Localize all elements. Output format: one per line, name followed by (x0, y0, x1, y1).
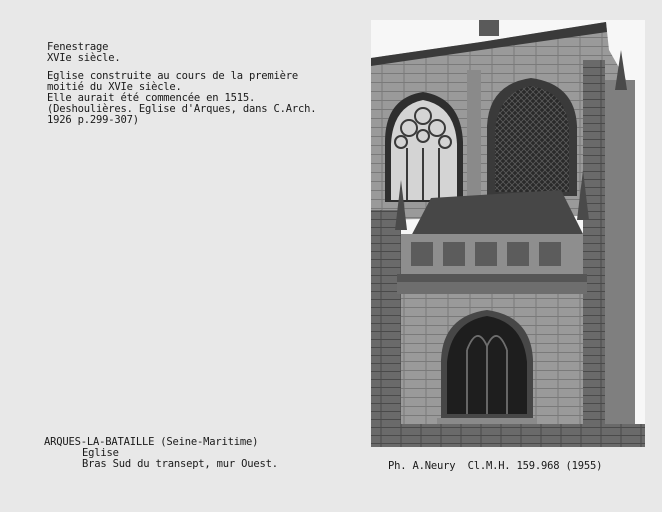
note-line-3: Elle aurait été commencée en 1515. (47, 92, 256, 104)
location-place: ARQUES-LA-BATAILLE (Seine-Maritime) (44, 436, 259, 448)
header-line-1: Fenestrage (47, 41, 109, 53)
note-line-2: moitié du XVIe siècle. (47, 81, 182, 93)
note-line-1: Eglise construite au cours de la première (47, 70, 298, 82)
church-photograph (371, 20, 645, 447)
location-detail: Bras Sud du transept, mur Ouest. (82, 458, 278, 470)
location-building: Eglise (82, 447, 119, 459)
photo-credit: Ph. A.Neury Cl.M.H. 159.968 (1955) (388, 460, 603, 472)
note-line-4: (Deshoulières. Eglise d'Arques, dans C.Arch. (47, 103, 317, 115)
note-line-5: 1926 p.299-307) (47, 114, 139, 126)
header-line-2: XVIe siècle. (47, 52, 121, 64)
